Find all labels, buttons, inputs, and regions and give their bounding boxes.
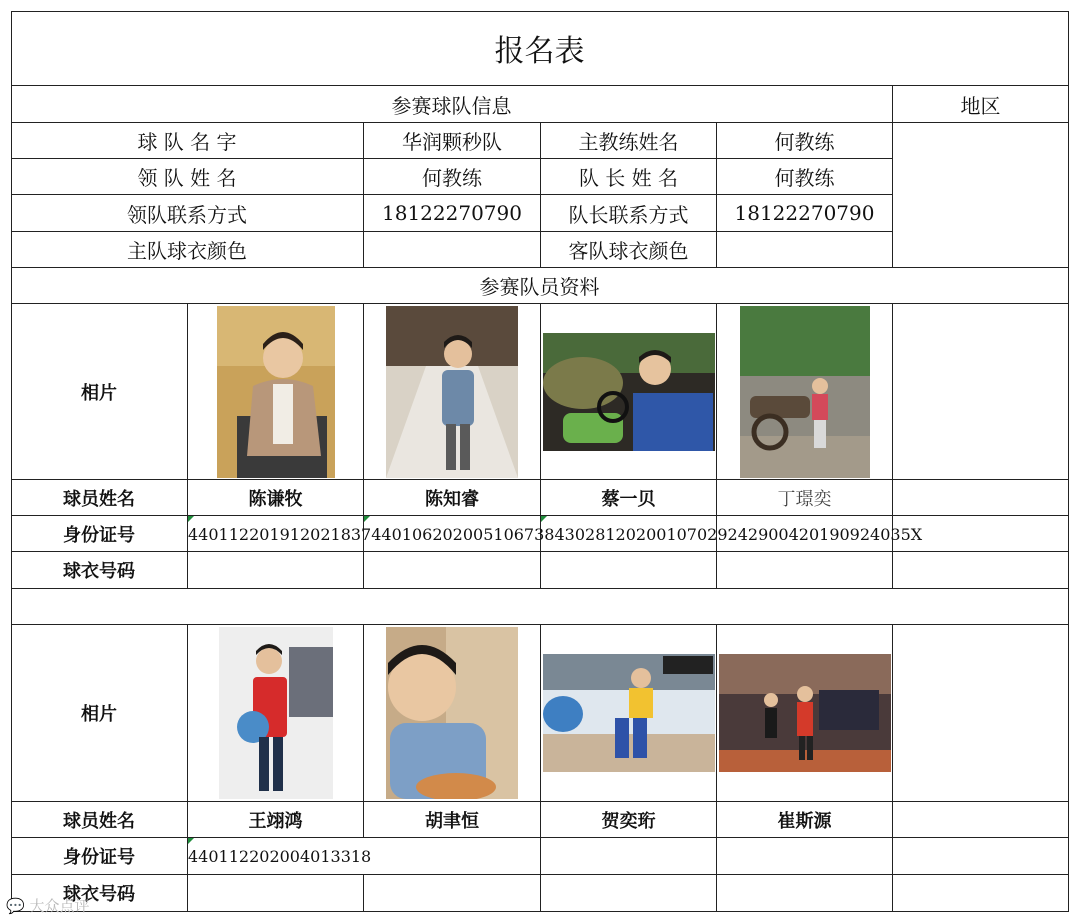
id-text-row-2	[188, 838, 371, 875]
name-label: 球员姓名	[11, 480, 188, 516]
empty-cell	[893, 838, 1069, 875]
head-coach-value[interactable]: 何教练	[717, 123, 893, 159]
player-photo[interactable]	[188, 304, 364, 480]
player-photo-4	[740, 306, 870, 478]
team-name-label: 球 队 名 字	[11, 123, 364, 159]
player-photo[interactable]	[364, 625, 541, 802]
player-name[interactable]: 陈知睿	[364, 480, 541, 516]
spacer-row	[11, 589, 1069, 625]
player-id: 440112202004013318	[188, 847, 372, 866]
player-photo[interactable]	[717, 304, 893, 480]
player-photo-5	[219, 627, 333, 799]
id-label: 身份证号	[11, 838, 188, 875]
jersey-label: 球衣号码	[11, 875, 188, 912]
captain-name-label: 队 长 姓 名	[541, 159, 717, 195]
captain-contact-value[interactable]: 18122270790	[717, 195, 893, 232]
watermark	[6, 895, 89, 916]
region-value[interactable]	[893, 123, 1069, 268]
player-photo-3	[543, 333, 715, 451]
player-id: 440106202005106738	[371, 524, 555, 544]
player-name[interactable]: 胡聿恒	[364, 802, 541, 838]
player-photo[interactable]	[364, 304, 541, 480]
jersey-cell[interactable]	[188, 875, 364, 912]
player-id: 430281202001070292	[554, 524, 738, 544]
jersey-cell[interactable]	[364, 552, 541, 589]
speech-bubble-icon: 💬	[6, 897, 25, 915]
captain-name-value[interactable]: 何教练	[717, 159, 893, 195]
photo-label: 相片	[11, 304, 188, 480]
id-text-row-1	[188, 516, 922, 552]
player-id: 440112201912021837	[188, 524, 372, 544]
form-title: 报名表	[11, 11, 1069, 86]
player-photo[interactable]	[717, 625, 893, 802]
player-id: 42900420190924035X	[737, 524, 923, 544]
away-jersey-value[interactable]	[717, 232, 893, 268]
leader-name-label: 领 队 姓 名	[11, 159, 364, 195]
jersey-cell[interactable]	[541, 875, 717, 912]
team-info-header: 参赛球队信息	[11, 86, 893, 123]
leader-contact-label: 领队联系方式	[11, 195, 364, 232]
player-name[interactable]: 王翊鸿	[188, 802, 364, 838]
empty-cell	[893, 625, 1069, 802]
player-photo[interactable]	[541, 304, 717, 480]
player-photo[interactable]	[541, 625, 717, 802]
empty-cell	[893, 875, 1069, 912]
away-jersey-label: 客队球衣颜色	[541, 232, 717, 268]
home-jersey-value[interactable]	[364, 232, 541, 268]
id-label: 身份证号	[11, 516, 188, 552]
name-label: 球员姓名	[11, 802, 188, 838]
leader-name-value[interactable]: 何教练	[364, 159, 541, 195]
id-cell[interactable]	[717, 838, 893, 875]
player-name[interactable]: 贺奕珩	[541, 802, 717, 838]
home-jersey-label: 主队球衣颜色	[11, 232, 364, 268]
player-photo-7	[543, 654, 715, 772]
leader-contact-value[interactable]: 18122270790	[364, 195, 541, 232]
jersey-cell[interactable]	[188, 552, 364, 589]
player-photo[interactable]	[188, 625, 364, 802]
head-coach-label: 主教练姓名	[541, 123, 717, 159]
id-cell[interactable]	[541, 838, 717, 875]
players-header: 参赛队员资料	[11, 268, 1069, 304]
jersey-cell[interactable]	[717, 552, 893, 589]
empty-cell	[893, 480, 1069, 516]
watermark-text: 大众点评	[29, 897, 90, 915]
region-label: 地区	[893, 86, 1069, 123]
jersey-cell[interactable]	[541, 552, 717, 589]
captain-contact-label: 队长联系方式	[541, 195, 717, 232]
jersey-cell[interactable]	[364, 875, 541, 912]
player-photo-8	[719, 654, 891, 772]
player-name[interactable]: 丁璟奕	[717, 480, 893, 516]
team-name-value[interactable]: 华润颗秒队	[364, 123, 541, 159]
player-photo-2	[386, 306, 518, 478]
player-name[interactable]: 崔斯源	[717, 802, 893, 838]
jersey-label: 球衣号码	[11, 552, 188, 589]
player-name[interactable]: 蔡一贝	[541, 480, 717, 516]
empty-cell	[893, 802, 1069, 838]
player-name[interactable]: 陈谦牧	[188, 480, 364, 516]
empty-cell	[893, 304, 1069, 480]
player-photo-6	[386, 627, 518, 799]
empty-cell	[893, 552, 1069, 589]
player-photo-1	[217, 306, 335, 478]
jersey-cell[interactable]	[717, 875, 893, 912]
photo-label: 相片	[11, 625, 188, 802]
